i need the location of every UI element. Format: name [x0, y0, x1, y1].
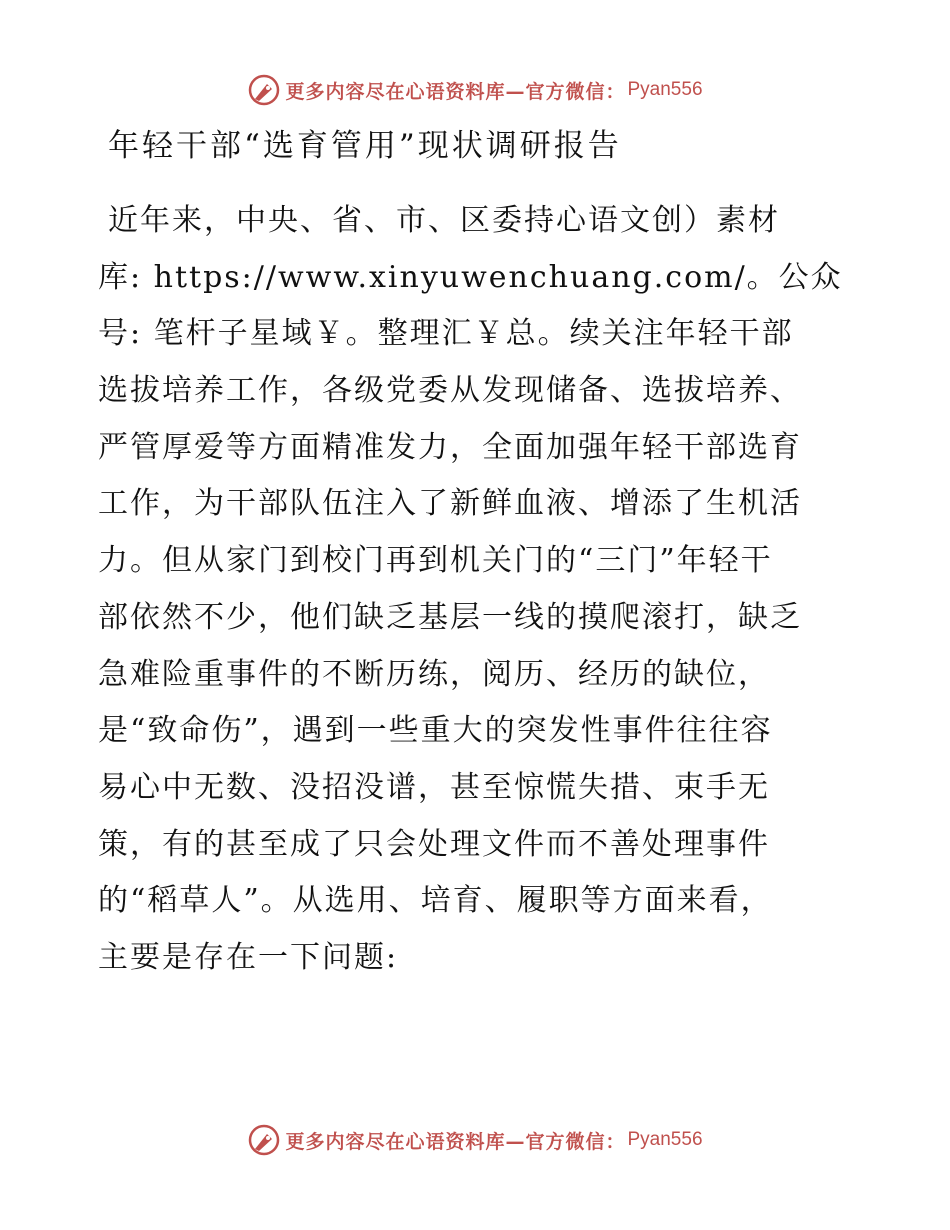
body-line: 是“致命伤”，遇到一些重大的突发性事件往往容	[98, 713, 773, 749]
header-banner-handle: Pyan556	[627, 79, 703, 100]
body-line: 策，有的甚至成了只会处理文件而不善处理事件	[98, 826, 770, 862]
body-line: 部依然不少，他们缺乏基层一线的摸爬滚打，缺乏	[98, 599, 802, 635]
body-line: 选拔培养工作，各级党委从发现储备、选拔培养、	[98, 373, 802, 409]
body-line: 易心中无数、没招没谱，甚至惊慌失措、束手无	[98, 769, 770, 805]
header-banner	[0, 70, 950, 110]
body-line: 力。但从家门到校门再到机关门的“三门”年轻干	[98, 543, 773, 579]
pen-nib-logo-icon	[247, 73, 281, 107]
body-line: 号: 笔杆子星域￥。整理汇￥总。续关注年轻干部	[98, 316, 794, 352]
body-line: 近年来，中央、省、市、区委持心语文创）素材	[108, 203, 780, 238]
header-banner-text: 更多内容尽在心语资料库—官方微信：	[285, 80, 626, 103]
footer-banner	[0, 1120, 950, 1160]
document-body	[98, 193, 858, 987]
body-line: 急难险重事件的不断历练，阅历、经历的缺位，	[98, 656, 770, 692]
footer-banner-handle: Pyan556	[627, 1129, 703, 1150]
body-line: 的“稻草人”。从选用、培育、履职等方面来看，	[98, 883, 773, 919]
document-title: 年轻干部“选育管用”现状调研报告	[108, 128, 622, 164]
pen-nib-logo-icon	[247, 1123, 281, 1157]
body-line: 主要是存在一下问题:	[98, 939, 399, 975]
body-line: 工作，为干部队伍注入了新鲜血液、增添了生机活	[98, 486, 802, 522]
footer-banner-text: 更多内容尽在心语资料库—官方微信：	[285, 1130, 626, 1153]
body-line: 库: https://www.xinyuwenchuang.com/。公众	[98, 259, 843, 295]
body-line: 严管厚爱等方面精准发力，全面加强年轻干部选育	[98, 429, 802, 465]
